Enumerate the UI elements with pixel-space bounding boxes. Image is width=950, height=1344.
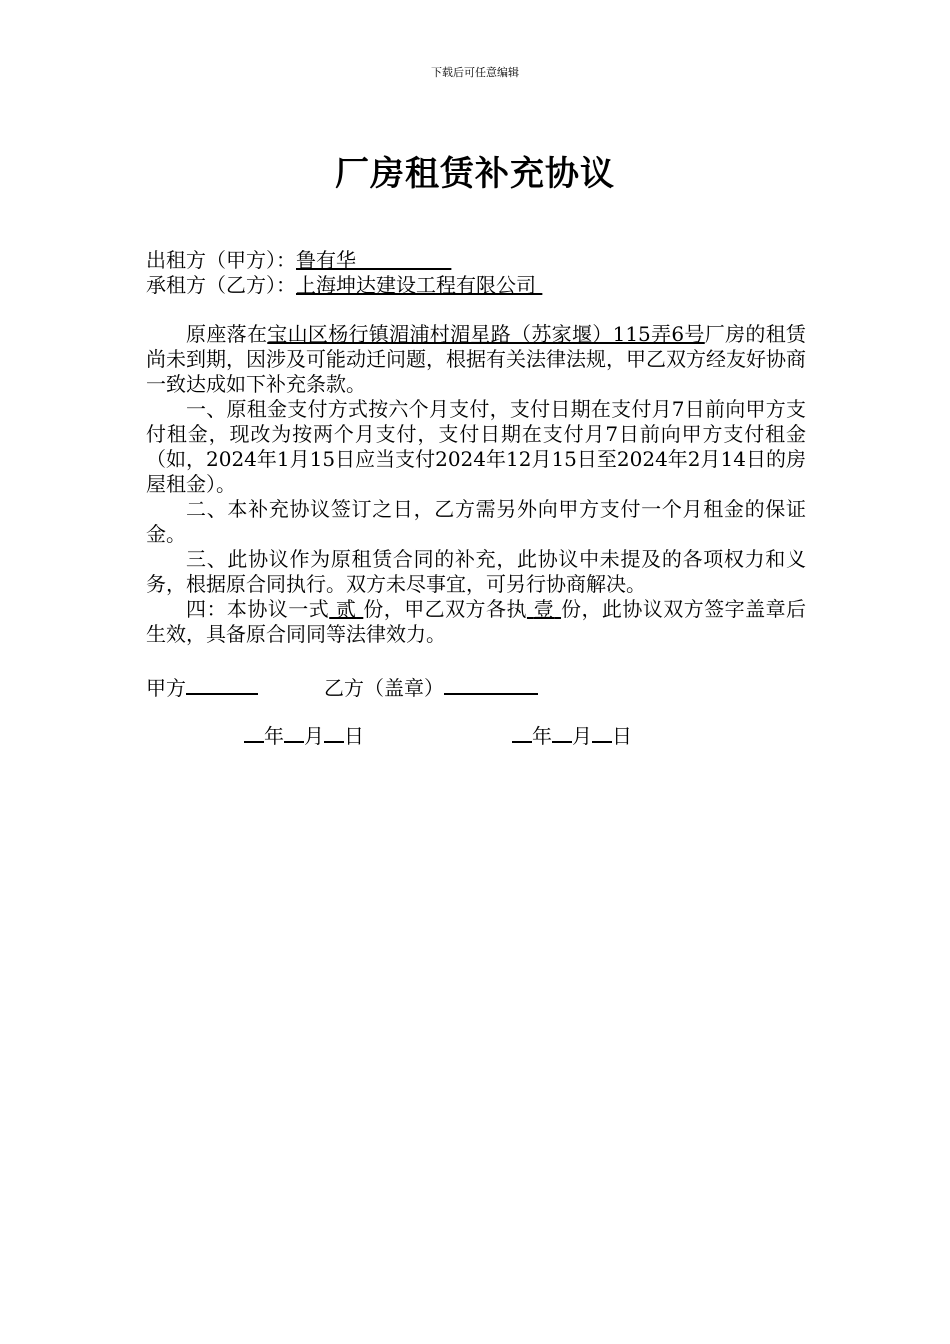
month-blank [284, 721, 304, 743]
page-header-note: 下载后可任意编辑 [431, 66, 519, 79]
year-blank [244, 721, 264, 743]
day-blank [324, 721, 344, 743]
lessee-name: 上海坤达建设工程有限公司 [296, 273, 536, 297]
copies-each: 壹 [533, 597, 555, 621]
party-b-date: 年 月 日 [512, 721, 632, 749]
party-a-date: 年 月 日 [244, 721, 364, 749]
lessee-line [146, 273, 806, 298]
clause-4: 四：本协议一式 贰 份，甲乙双方各执 壹 份，此协议双方签字盖章后生效，具备原合同同等法律效力。 [146, 597, 807, 646]
clause-3: 三、此协议作为原租赁合同的补充，此协议中未提及的各项权力和义务，根据原合同执行。双方未尽事宜，可另行协商解决。 [146, 547, 806, 596]
party-a-signature [146, 673, 258, 701]
party-a-signature-blank [186, 673, 258, 695]
clause-1: 一、原租金支付方式按六个月支付，支付日期在支付月7日前向甲方支付租金，现改为按两个月支付，支付日期在支付月7日前向甲方支付租金（如，2024年1月15日应当支付2024年12月15日至2024年2月14日的房屋租金）。 [146, 397, 806, 496]
lessor-name: 鲁有华 [296, 248, 356, 272]
party-b-signature [324, 673, 538, 701]
year-blank [512, 721, 532, 743]
intro-paragraph: 原座落在宝山区杨行镇湄浦村湄星路（苏家堰）115弄6号厂房的租赁尚未到期，因涉及可能动迁问题，根据有关法律法规，甲乙双方经友好协商一致达成如下补充条款。 [146, 322, 807, 396]
party-b-signature-blank [444, 673, 538, 695]
lessor-line [146, 248, 806, 273]
document-title: 厂房租赁补充协议 [335, 154, 615, 194]
copies-total: 贰 [336, 597, 357, 621]
party-a-label: 甲方 [146, 676, 186, 700]
party-b-label: 乙方（盖章） [324, 676, 444, 700]
agreement-body [146, 322, 806, 647]
clause-2: 二、本补充协议签订之日，乙方需另外向甲方支付一个月租金的保证金。 [146, 497, 806, 546]
lessee-label: 承租方（乙方）： [146, 273, 296, 297]
day-blank [592, 721, 612, 743]
month-blank [552, 721, 572, 743]
lessor-label: 出租方（甲方）： [146, 248, 296, 272]
parties-block [146, 248, 806, 298]
property-address: 宝山区杨行镇湄浦村湄星路（苏家堰）115弄6号 [267, 322, 705, 346]
